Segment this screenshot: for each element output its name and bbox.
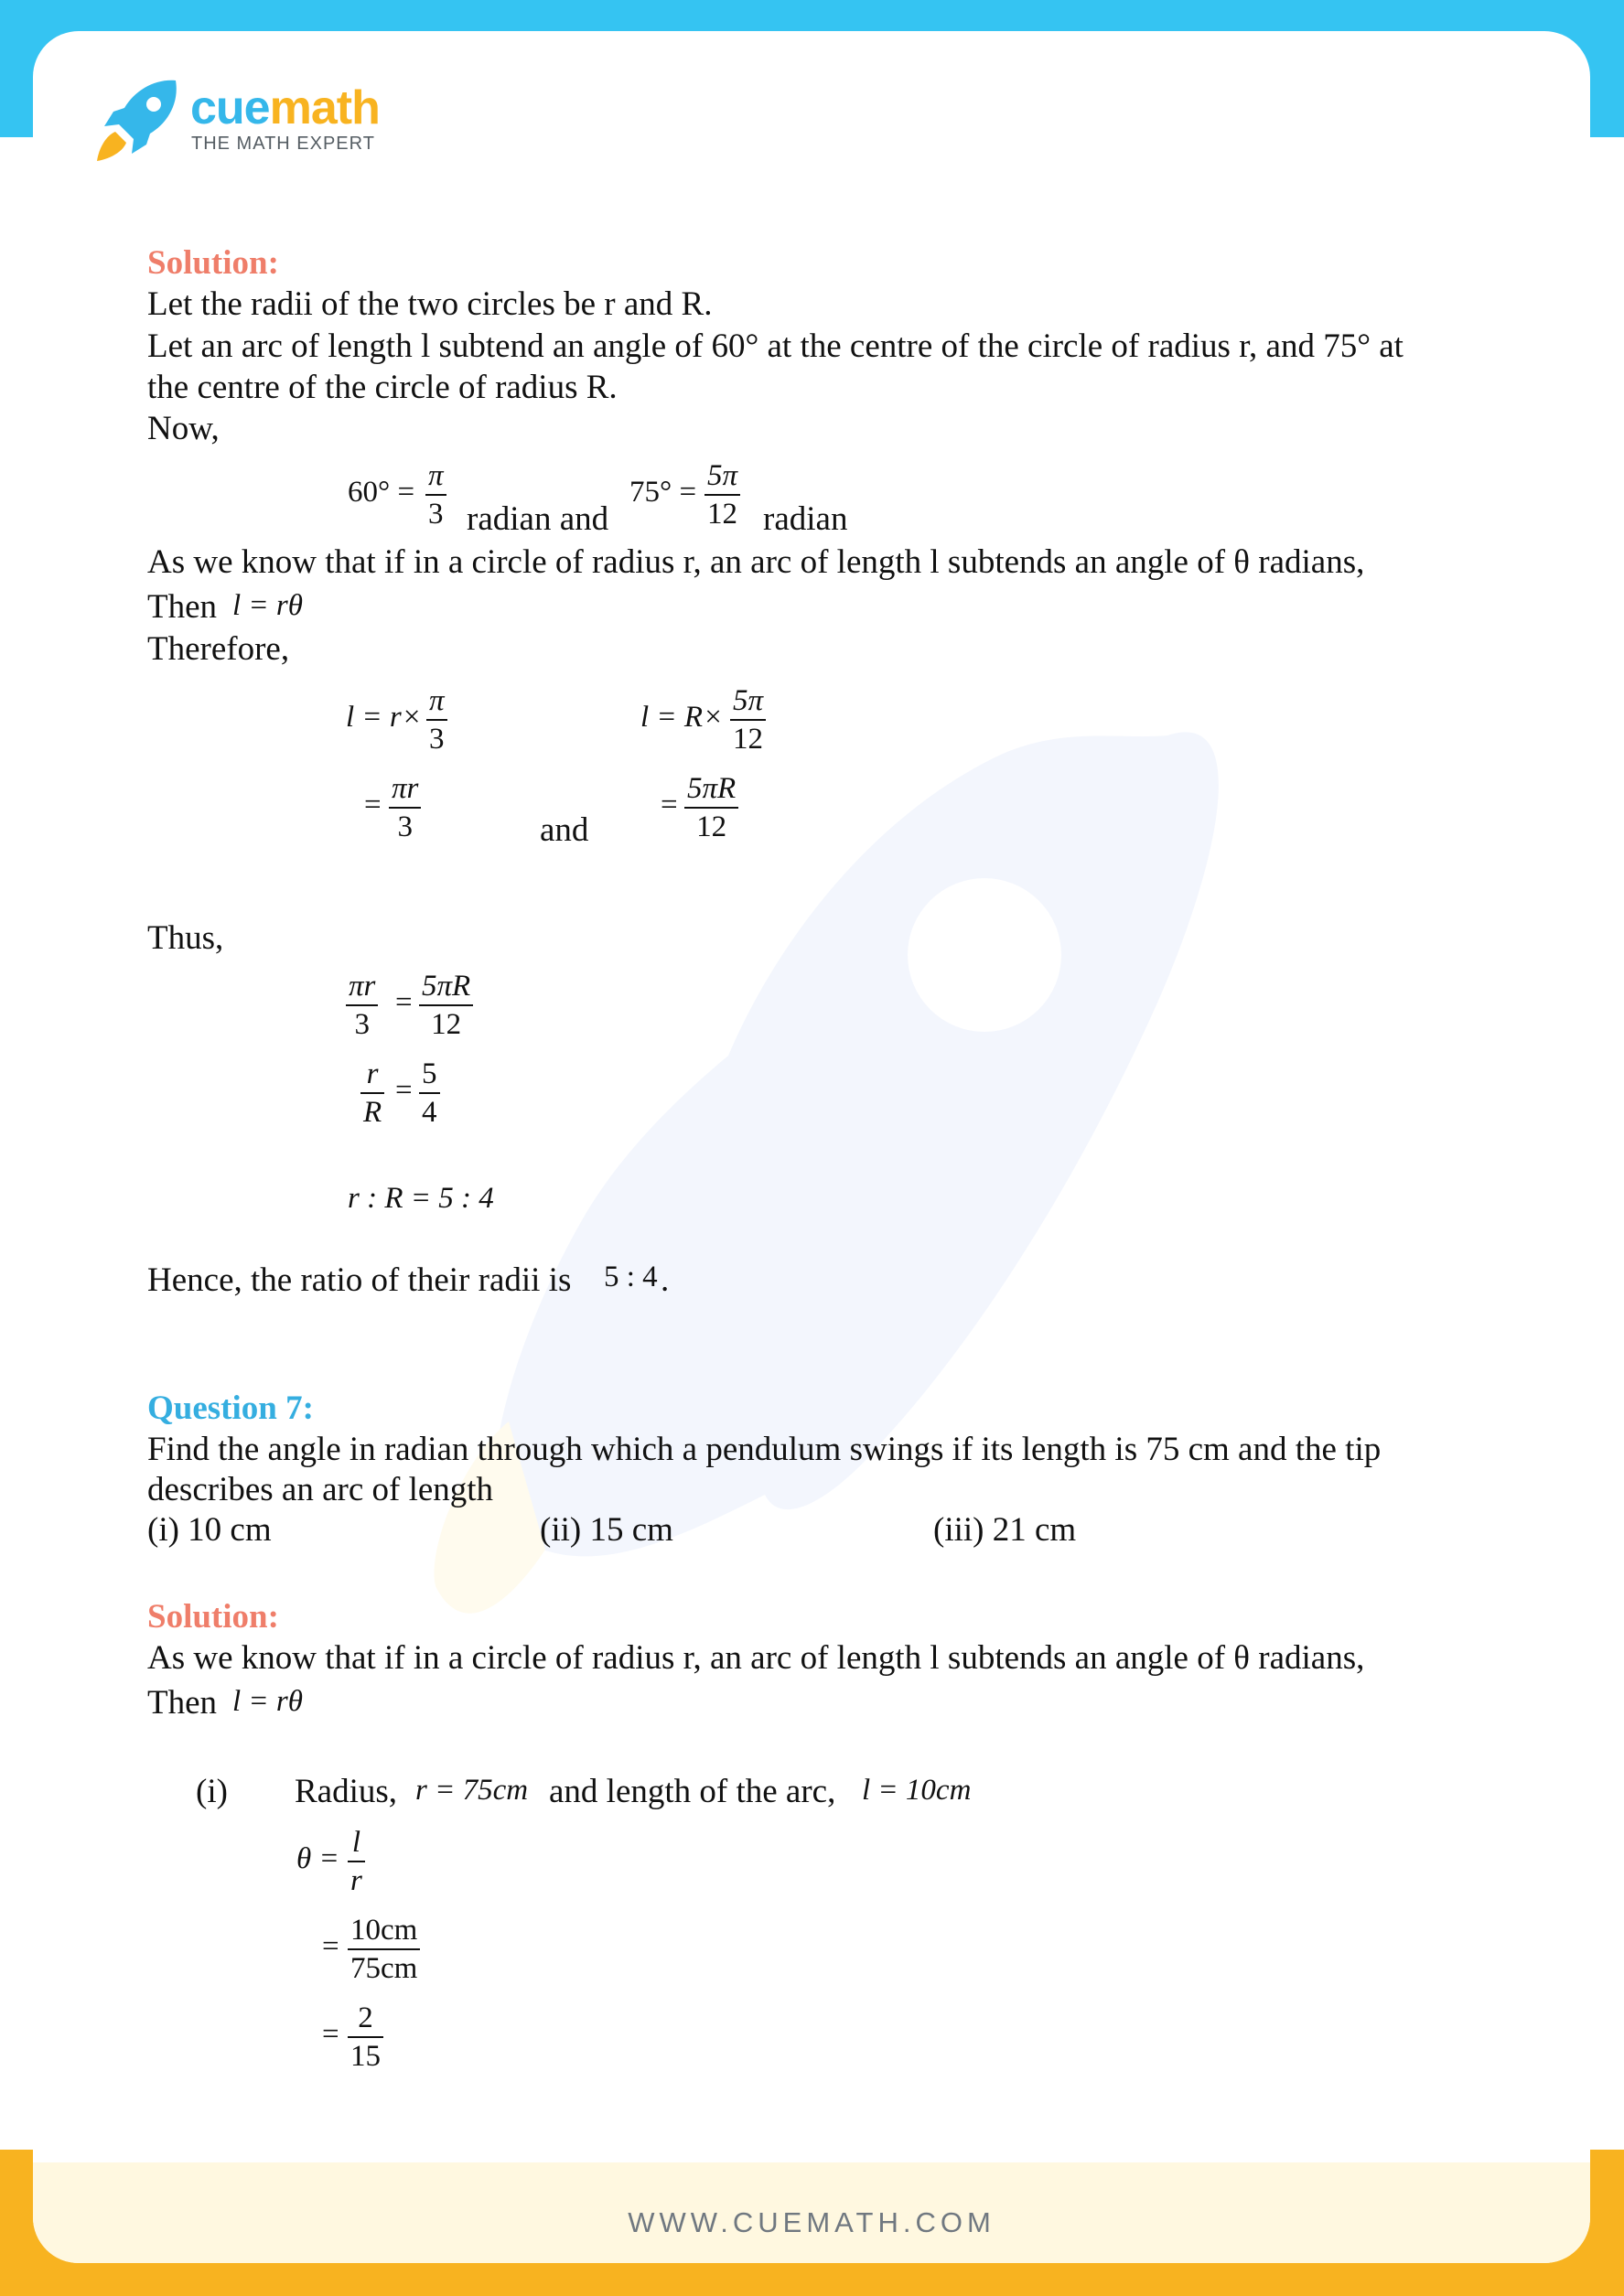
text-line: Let an arc of length l subtend an angle of 60° at the centre of the circle of radius r, and 75° at — [147, 327, 1404, 365]
text-line: and — [540, 811, 589, 849]
math-expression: θ = — [296, 1842, 339, 1875]
text-line: radian and — [467, 500, 609, 538]
fraction-numerator: π — [425, 457, 446, 496]
fraction-numerator: 5 — [419, 1056, 440, 1094]
brand-wordmark[interactable] — [190, 80, 380, 135]
text-line: Thus, — [147, 919, 224, 957]
question-option: (i) 10 cm — [147, 1511, 272, 1549]
fraction-numerator: r — [360, 1056, 384, 1094]
text-line: Find the angle in radian through which a pendulum swings if its length is 75 cm and the tip — [147, 1431, 1382, 1468]
footer-url[interactable]: WWW.CUEMATH.COM — [628, 2206, 995, 2238]
solution-heading: Solution: — [147, 244, 279, 282]
math-expression: l = 10cm — [862, 1774, 972, 1807]
fraction-denominator-text: 75cm — [350, 1952, 418, 1985]
math-expression: r = 75cm — [415, 1774, 529, 1807]
fraction-numerator: πr — [346, 968, 378, 1006]
math-expression: = — [661, 789, 678, 821]
fraction-numerator-text: 10cm — [350, 1914, 418, 1947]
fraction-denominator: 12 — [431, 1008, 462, 1041]
brand-name-cue: cue — [190, 81, 270, 134]
solution-heading: Solution: — [147, 1598, 279, 1636]
brand-name-math: math — [269, 81, 380, 134]
fraction-denominator: 3 — [428, 498, 444, 531]
text-line: describes an arc of length — [147, 1471, 494, 1508]
fraction-denominator: 3 — [354, 1008, 370, 1041]
math-expression: 5 : 4 — [604, 1261, 658, 1293]
fraction — [684, 770, 738, 845]
text-line: Therefore, — [147, 630, 290, 668]
fraction-numerator: l — [348, 1824, 365, 1862]
fraction-denominator: 3 — [397, 810, 413, 843]
fraction — [704, 457, 740, 532]
math-expression: l = rθ — [232, 589, 303, 622]
question-option: (ii) 15 cm — [540, 1511, 673, 1549]
text-line: Let the radii of the two circles be r and R. — [147, 285, 713, 323]
math-expression: = — [364, 789, 382, 821]
fraction-denominator: 15 — [350, 2040, 381, 2073]
fraction-denominator: 4 — [422, 1096, 437, 1129]
math-expression: = — [322, 2018, 339, 2051]
cuemath-rocket-logo-icon[interactable] — [91, 75, 183, 166]
fraction-numerator: 5π — [704, 457, 740, 496]
math-expression: l = R× — [640, 701, 724, 734]
fraction-numerator: 5πR — [419, 968, 473, 1006]
math-expression: = — [395, 1074, 413, 1107]
text-line: the centre of the circle of radius R. — [147, 369, 618, 406]
math-expression: = — [395, 986, 413, 1019]
brand-tagline: THE MATH EXPERT — [191, 134, 375, 154]
text-line: Radius, — [295, 1773, 398, 1810]
fraction-numerator — [348, 1912, 420, 1950]
text-line: As we know that if in a circle of radius r, an arc of length l subtends an angle of θ radians, — [147, 543, 1365, 581]
footer-band — [33, 2162, 1590, 2263]
fraction-numerator: 5π — [730, 682, 766, 721]
fraction-numerator: 5πR — [684, 770, 738, 809]
math-expression: = — [322, 1930, 339, 1963]
text-line: Hence, the ratio of their radii is — [147, 1261, 572, 1299]
fraction — [348, 1912, 420, 1987]
text-line: Now, — [147, 410, 220, 447]
fraction-denominator — [348, 1950, 420, 1987]
fraction-numerator: π — [426, 682, 447, 721]
fraction — [389, 770, 421, 845]
fraction-denominator: 12 — [733, 723, 764, 756]
fraction-denominator: r — [350, 1864, 362, 1897]
math-expression: 60° = — [348, 476, 415, 509]
text-line: radian — [763, 500, 848, 538]
fraction-denominator: 12 — [696, 810, 727, 843]
text-line: Then — [147, 1684, 218, 1722]
fraction — [425, 457, 446, 532]
fraction-numerator: πr — [389, 770, 421, 809]
fraction — [426, 682, 447, 757]
fraction — [730, 682, 766, 757]
question-heading: Question 7: — [147, 1389, 314, 1427]
text-line: As we know that if in a circle of radius r, an arc of length l subtends an angle of θ radians, — [147, 1639, 1365, 1677]
math-expression: l = rθ — [232, 1685, 303, 1718]
fraction-numerator: 2 — [348, 2000, 383, 2038]
fraction — [360, 1056, 384, 1131]
fraction — [348, 1824, 365, 1899]
text-line: . — [661, 1261, 670, 1299]
text-line: and length of the arc, — [549, 1773, 836, 1810]
fraction-denominator: 3 — [429, 723, 445, 756]
math-expression: r : R = 5 : 4 — [348, 1182, 494, 1215]
text-line: Then — [147, 588, 218, 626]
fraction — [348, 2000, 383, 2075]
fraction — [346, 968, 378, 1043]
fraction-denominator: 12 — [707, 498, 738, 531]
part-label: (i) — [196, 1773, 228, 1810]
question-option: (iii) 21 cm — [933, 1511, 1077, 1549]
math-expression: l = r× — [346, 701, 423, 734]
math-expression: 75° = — [629, 476, 697, 509]
fraction — [419, 968, 473, 1043]
fraction — [419, 1056, 440, 1131]
fraction-denominator: R — [363, 1096, 382, 1129]
